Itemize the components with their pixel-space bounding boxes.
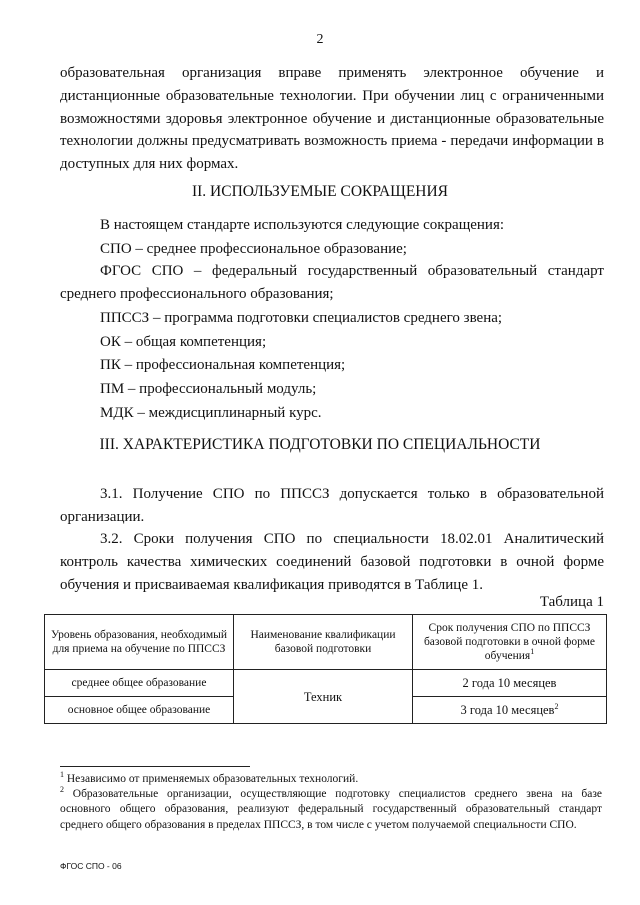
header-cell-qualification: Наименование квалификации базовой подготовки (234, 615, 413, 670)
header-cell-term: Срок получения СПО по ППССЗ базовой подготовки в очной форме обучения$^1$ (413, 615, 607, 670)
abbr-item: МДК – междисциплинарный курс. (100, 404, 322, 421)
paragraph-3-2: 3.2. Сроки получения СПО по специальности 18.02.01 Аналитический контроль качества химических соединений базовой подготовки в очной форме обучения и присваиваемая квалификация приводятся в Таблице 1. (60, 531, 604, 593)
intro-line-1: образовательная организация вправе применять электронное обучение и (60, 65, 604, 81)
abbr-lead-block (100, 214, 504, 261)
table-header-row (45, 615, 607, 670)
abbr-item: ПК – профессиональная компетенция; (100, 357, 346, 374)
cell-qualification: Техник (234, 670, 413, 724)
abbr-item: ПМ – профессиональный модуль; (100, 381, 317, 398)
cell-term: 3 года 10 месяцев$^2$ (413, 697, 607, 724)
footnote-ref-2: 2 (554, 701, 559, 711)
abbr-fgos: ФГОС СПО – федеральный государственный образовательный стандарт среднего профессионального образования; (60, 263, 604, 302)
footnotes (60, 772, 602, 833)
footnote-ref-1: 1 (530, 647, 535, 657)
abbr-list (100, 307, 502, 425)
footnote-2: $^2$ Образовательные организации, осуществляющие подготовку специалистов среднего звена на базе основного общего образования, реализуют федеральный государственный образовательный стандарт среднего общего образования в пределах ППССЗ, в том числе с учетом получаемой специальности СПО. (60, 785, 602, 831)
footer-mark: ФГОС СПО - 06 (60, 861, 122, 871)
cell-term: 2 года 10 месяцев (413, 670, 607, 697)
table-row (45, 670, 607, 697)
abbr-item: ОК – общая компетенция; (100, 333, 267, 350)
cell-level: основное общее образование (45, 697, 234, 724)
page-number: 2 (316, 32, 324, 47)
abbr-lead: В настоящем стандарте используются следующие сокращения: (100, 217, 505, 233)
section-2-heading: II. ИСПОЛЬЗУЕМЫЕ СОКРАЩЕНИЯ (191, 183, 449, 200)
abbr-spo: СПО – среднее профессиональное образование; (100, 240, 407, 257)
qualification-table (44, 614, 607, 724)
intro-rest: дистанционные образовательные технологии. При обучении лиц с ограниченными возможностями здоровья электронное обучение и дистанционные образовательные технологии должны предусматривать возможность приема - передачи информации в доступных для них формах. (60, 87, 604, 173)
table-caption: Таблица 1 (539, 594, 604, 610)
abbr-item: ППССЗ – программа подготовки специалистов среднего звена; (100, 310, 503, 326)
footnote-1: $^1$ Независимо от применяемых образовательных технологий. (60, 770, 359, 785)
header-cell-level: Уровень образования, необходимый для приема на обучение по ППССЗ (45, 615, 234, 670)
intro-paragraph (60, 62, 604, 176)
cell-level: среднее общее образование (45, 670, 234, 697)
paragraph-3-1: 3.1. Получение СПО по ППССЗ допускается только в образовательной организации. (60, 486, 604, 525)
section-3-heading: III. ХАРАКТЕРИСТИКА ПОДГОТОВКИ ПО СПЕЦИАЛЬНОСТИ (99, 436, 541, 453)
footnote-separator (60, 766, 250, 767)
